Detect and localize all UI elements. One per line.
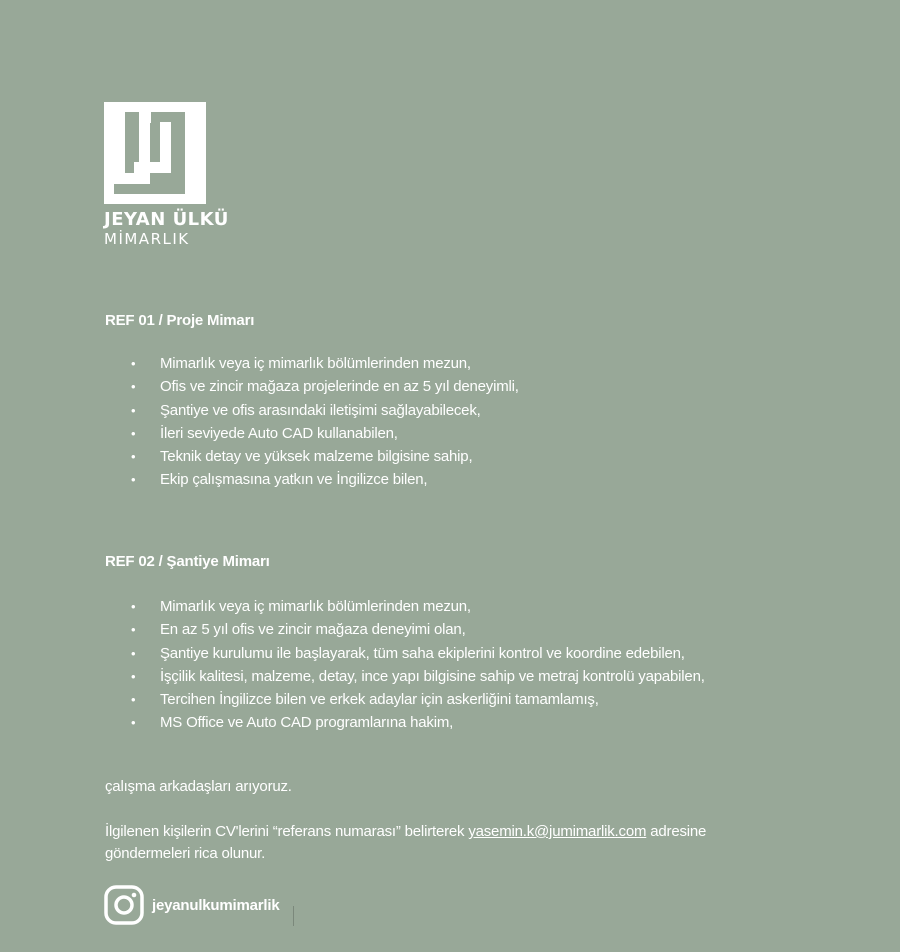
email-link[interactable]: yasemin.k@jumimarlik.com (468, 823, 647, 840)
list-item: • Şantiye kurulumu ile başlayarak, tüm saha ekiplerini kontrol ve koordine edebilen, (0, 642, 705, 665)
instagram-handle: jeyanulkumimarlik (152, 896, 280, 914)
list-item: • İşçilik kalitesi, malzeme, detay, ince yapı bilgisine sahip ve metraj kontrolü yapabilen, (0, 665, 705, 688)
list-item: • Şantiye ve ofis arasındaki iletişimi sağlayabilecek, (0, 399, 519, 422)
ref01-requirements-list (0, 352, 519, 492)
list-item: • En az 5 yıl ofis ve zincir mağaza deneyimi olan, (0, 618, 705, 641)
contact-paragraph (105, 821, 706, 865)
instagram-handle-row[interactable] (104, 885, 280, 925)
ref02-requirements-list (0, 595, 705, 735)
brand-subtitle: MİMARLIK (104, 230, 190, 248)
list-item: • MS Office ve Auto CAD programlarına hakim, (0, 711, 705, 734)
text-cursor (293, 906, 294, 926)
closing-text: çalışma arkadaşları arıyoruz. (105, 778, 292, 795)
list-item: • Ekip çalışmasına yatkın ve İngilizce bilen, (0, 468, 519, 491)
brand-name: JEYAN ÜLKÜ (104, 209, 229, 230)
section-title-ref02: REF 02 / Şantiye Mimarı (105, 553, 270, 570)
list-item: • Mimarlık veya iç mimarlık bölümlerinden mezun, (0, 352, 519, 375)
contact-text-after: adresine (646, 823, 707, 840)
section-title-ref01: REF 01 / Proje Mimarı (105, 312, 255, 329)
list-item: • Ofis ve zincir mağaza projelerinde en az 5 yıl deneyimli, (0, 375, 519, 398)
list-item: • Tercihen İngilizce bilen ve erkek adaylar için askerliğini tamamlamış, (0, 688, 705, 711)
company-logo (104, 102, 229, 248)
list-item: • Teknik detay ve yüksek malzeme bilgisine sahip, (0, 445, 519, 468)
ju-monogram-icon (104, 102, 206, 204)
instagram-icon (104, 885, 144, 925)
list-item: • Mimarlık veya iç mimarlık bölümlerinden mezun, (0, 595, 705, 618)
contact-text-line2: göndermeleri rica olunur. (105, 845, 266, 862)
contact-text-before: İlgilenen kişilerin CV'lerini “referans numarası” belirterek (105, 823, 469, 840)
list-item: • İleri seviyede Auto CAD kullanabilen, (0, 422, 519, 445)
